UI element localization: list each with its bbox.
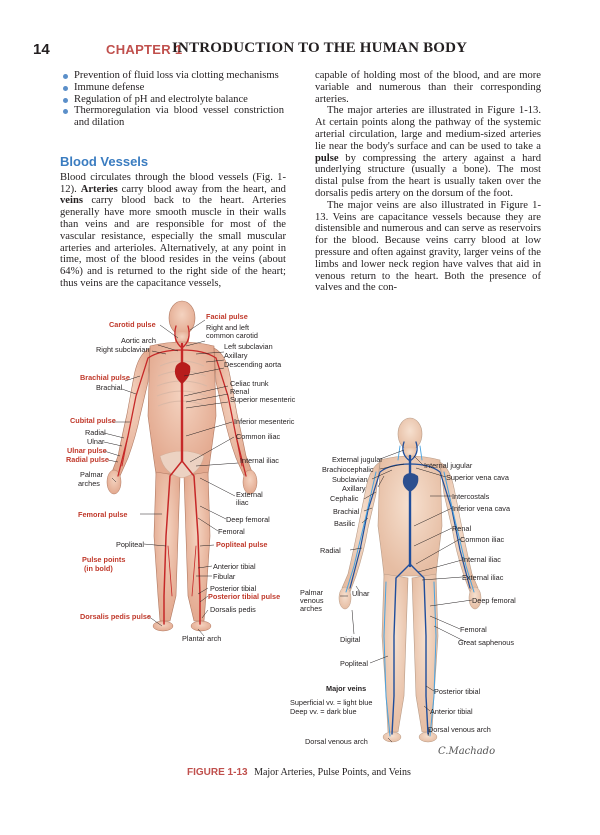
figure-caption xyxy=(187,767,411,778)
blood-vessels-paragraph xyxy=(60,172,286,290)
paragraph-text: by compressing the artery against a hard underlying structure (usually a bone). The most distal pulse from the heart is usually taken over the dorsalis pedis artery on the dorsum of the foot. xyxy=(315,152,541,199)
veins-paragraph: The major veins are also illustrated in Figure 1-13. Veins are capacitance vessels because they are distensible and numerous and can serve as reservoirs for the blood. Because veins carry blood at low pressure and often against gravity, larger veins of the limbs and lower neck region have valves that aid in venous return to the heart. Both the presence of valves and the con- xyxy=(315,199,541,294)
palmar-venous-arches-label: venous xyxy=(300,596,324,605)
cubital-pulse-label: Cubital pulse xyxy=(70,416,116,425)
posterior-tibial-label: Posterior tibial xyxy=(210,584,257,593)
dorsal-venous-arch-label: Dorsal venous arch xyxy=(305,737,368,746)
brachiocephalic-label: Brachiocephalic xyxy=(322,465,374,474)
external-jugular-label: External jugular xyxy=(332,455,383,464)
popliteal-pulse-label: Popliteal pulse xyxy=(216,540,268,549)
page-number: 14 xyxy=(33,41,50,58)
pulse-points-label: Pulse points xyxy=(82,555,126,564)
descending-aorta-label: Descending aorta xyxy=(224,360,282,369)
arteries-term: Arteries xyxy=(80,183,118,195)
femoral-vein-label: Femoral xyxy=(460,625,487,634)
ulnar-pulse-label: Ulnar pulse xyxy=(67,446,107,455)
axillary-label: Axillary xyxy=(224,351,248,360)
superior-vena-cava-label: Superior vena cava xyxy=(446,473,509,482)
great-saphenous-label: Great saphenous xyxy=(458,638,514,647)
posterior-tibial-vein-label: Posterior tibial xyxy=(434,687,481,696)
carotid-pulse-label: Carotid pulse xyxy=(109,320,156,329)
common-carotid-label: common carotid xyxy=(206,331,258,340)
basilic-label: Basilic xyxy=(334,519,356,528)
paragraph-text: carry blood away from the heart, and xyxy=(117,183,286,195)
artist-signature: C.Machado xyxy=(438,746,496,757)
axillary-vein-label: Axillary xyxy=(342,484,366,493)
palmar-venous-arches-label: arches xyxy=(300,604,322,613)
chapter-label: CHAPTER 1 xyxy=(106,42,183,57)
anterior-tibial-vein-label: Anterior tibial xyxy=(430,707,473,716)
bullet-item: Prevention of fluid loss via clotting mechanisms xyxy=(62,70,284,82)
anatomy-figure xyxy=(0,296,600,766)
common-carotid-label: Right and left xyxy=(206,323,249,332)
arteries-paragraph xyxy=(315,105,541,199)
posterior-tibial-pulse-label: Posterior tibial pulse xyxy=(208,592,281,601)
blood-vessels-section xyxy=(60,138,286,290)
common-iliac-label: Common iliac xyxy=(236,432,281,441)
internal-iliac-vein-label: Internal iliac xyxy=(462,555,501,564)
paragraph-text: carry blood back to the heart. Arteries generally have more smooth muscle in their walls than veins and are responsible for most of the vascular resistance, especially the small muscular arteries and arterioles. Alternatively, at any point in time, most of the blood resides in the veins (about 64%) and is returned to the right side of the heart; thus veins are the capacitance vessels, xyxy=(60,195,286,289)
digital-label: Digital xyxy=(340,635,361,644)
intercostals-label: Intercostals xyxy=(452,492,490,501)
plantar-arch-label: Plantar arch xyxy=(182,634,222,643)
radial-vein-label: Radial xyxy=(320,546,341,555)
common-iliac-vein-label: Common iliac xyxy=(460,535,505,544)
bullet-list xyxy=(62,70,284,129)
aortic-arch-label: Aortic arch xyxy=(121,336,156,345)
right-subclavian-label: Right subclavian xyxy=(96,345,150,354)
celiac-trunk-label: Celiac trunk xyxy=(230,379,269,388)
superior-mesenteric-label: Superior mesenteric xyxy=(230,395,296,404)
left-column xyxy=(62,70,284,129)
renal-vein-label: Renal xyxy=(452,524,472,533)
dorsalis-pedis-pulse-label: Dorsalis pedis pulse xyxy=(80,612,151,621)
deep-femoral-label: Deep femoral xyxy=(226,515,270,524)
brachial-pulse-label: Brachial pulse xyxy=(80,373,130,382)
figure-number: FIGURE 1-13 xyxy=(187,767,248,778)
right-column xyxy=(315,70,541,294)
major-veins-title: Major veins xyxy=(326,684,367,693)
ulnar-vein-label: Ulnar xyxy=(352,589,370,598)
caption-text: Major Arteries, Pulse Points, and Veins xyxy=(254,767,411,778)
palmar-arches-label: Palmar xyxy=(80,470,104,479)
fibular-label: Fibular xyxy=(213,572,236,581)
section-heading: Blood Vessels xyxy=(60,154,149,169)
chapter-title: INTRODUCTION TO THE HUMAN BODY xyxy=(172,40,468,56)
femoral-pulse-label: Femoral pulse xyxy=(78,510,128,519)
subclavian-label: Subclavian xyxy=(332,475,368,484)
left-subclavian-label: Left subclavian xyxy=(224,342,273,351)
inferior-mesenteric-label: Inferior mesenteric xyxy=(234,417,295,426)
internal-iliac-label: Internal iliac xyxy=(240,456,279,465)
femoral-label: Femoral xyxy=(218,527,245,536)
facial-pulse-label: Facial pulse xyxy=(206,312,248,321)
palmar-venous-arches-label: Palmar xyxy=(300,588,324,597)
external-iliac-vein-label: External iliac xyxy=(462,573,504,582)
renal-label: Renal xyxy=(230,387,250,396)
bullet-item: Immune defense xyxy=(62,82,284,94)
radial-label: Radial xyxy=(85,428,106,437)
superficial-veins-note: Superficial vv. = light blue xyxy=(290,698,373,707)
bullet-item: Thermoregulation via blood vessel constriction and dilation xyxy=(62,105,284,129)
radial-pulse-label: Radial pulse xyxy=(66,455,109,464)
veins-term: veins xyxy=(60,195,83,207)
internal-jugular-label: Internal jugular xyxy=(424,461,473,470)
external-iliac-label: External xyxy=(236,490,263,499)
bullet-item: Regulation of pH and electrolyte balance xyxy=(62,94,284,106)
paragraph-text: The major arteries are illustrated in Figure 1-13. At certain points along the pathway of the systemic arterial circulation, large and medium-sized arteries lie near the body's surface and can be used to take a xyxy=(315,105,541,152)
pulse-points-label: (in bold) xyxy=(84,564,113,573)
cephalic-label: Cephalic xyxy=(330,494,359,503)
external-iliac-label: iliac xyxy=(236,498,249,507)
anterior-tibial-label: Anterior tibial xyxy=(213,562,256,571)
inferior-vena-cava-label: Inferior vena cava xyxy=(452,504,511,513)
brachial-vein-label: Brachial xyxy=(333,507,360,516)
popliteal-label: Popliteal xyxy=(116,540,144,549)
deep-femoral-vein-label: Deep femoral xyxy=(472,596,516,605)
pulse-term: pulse xyxy=(315,152,339,164)
brachial-label: Brachial xyxy=(96,383,123,392)
paragraph-text: Blood circulates through the blood vessels (Fig. 1-12). xyxy=(60,171,286,195)
popliteal-vein-label: Popliteal xyxy=(340,659,368,668)
ulnar-label: Ulnar xyxy=(87,437,105,446)
deep-veins-note: Deep vv. = dark blue xyxy=(290,707,357,716)
palmar-arches-label: arches xyxy=(78,479,100,488)
dorsalis-pedis-label: Dorsalis pedis xyxy=(210,605,256,614)
dorsal-venous-arch-label: Dorsal venous arch xyxy=(428,725,491,734)
capacitance-paragraph: capable of holding most of the blood, and are more variable and numerous than their corresponding arteries. xyxy=(315,70,541,105)
